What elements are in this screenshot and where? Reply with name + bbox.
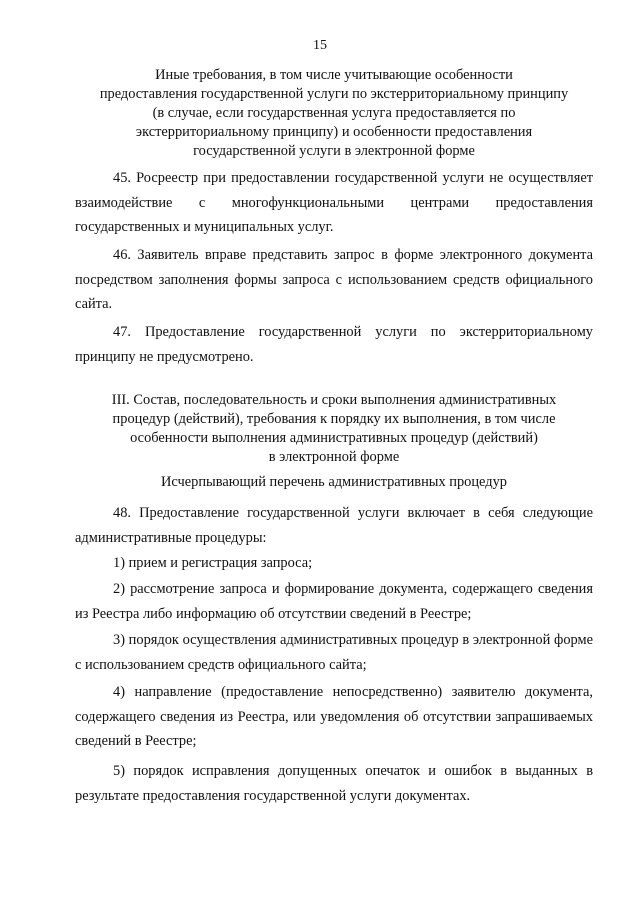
heading-line: государственной услуги в электронной форме	[193, 143, 475, 159]
paragraph-46: 46. Заявитель вправе представить запрос в форме электронного документа посредством заполнения формы запроса с использованием средств официального сайта.	[75, 247, 593, 312]
list-item-1: 1) прием и регистрация запроса;	[113, 555, 313, 571]
heading-line: предоставления государственной услуги по экстерриториальному принципу	[99, 86, 569, 102]
heading-line: экстерриториальному принципу) и особенности предоставления	[135, 124, 533, 140]
heading-line: (в случае, если государственная услуга предоставляется по	[152, 105, 516, 121]
list-item-3: 3) порядок осуществления административных процедур в электронной форме с использованием средств официального сайта;	[75, 632, 593, 673]
heading-line: Иные требования, в том числе учитывающие особенности	[155, 67, 513, 83]
paragraph-48: 48. Предоставление государственной услуги включает в себя следующие административные процедуры:	[75, 505, 593, 546]
procedures-subheading: Исчерпывающий перечень административных процедур	[161, 474, 507, 490]
list-item-5: 5) порядок исправления допущенных опечаток и ошибок в выданных в результате предоставления государственной услуги документах.	[75, 763, 593, 804]
heading-line: в электронной форме	[268, 449, 400, 465]
heading-line: процедур (действий), требования к порядку их выполнения, в том числе	[112, 411, 556, 427]
page-number: 15	[313, 38, 327, 53]
list-item-4: 4) направление (предоставление непосредственно) заявителю документа, содержащего сведения из Реестра, или уведомления об отсутствии запрашиваемых сведений в Реестре;	[75, 684, 593, 749]
section-3-heading	[75, 391, 593, 467]
other-requirements-heading	[75, 66, 593, 161]
list-item-2: 2) рассмотрение запроса и формирование документа, содержащего сведения из Реестра либо информацию об отсутствии сведений в Реестре;	[75, 581, 593, 622]
heading-line: III. Состав, последовательность и сроки выполнения административных	[111, 392, 557, 408]
heading-line: особенности выполнения административных процедур (действий)	[130, 430, 538, 446]
paragraph-45: 45. Росреестр при предоставлении государственной услуги не осуществляет взаимодействие с многофункциональными центрами предоставления государственных и муниципальных услуг.	[75, 170, 593, 235]
paragraph-47: 47. Предоставление государственной услуги по экстерриториальному принципу не предусмотрено.	[75, 324, 593, 365]
